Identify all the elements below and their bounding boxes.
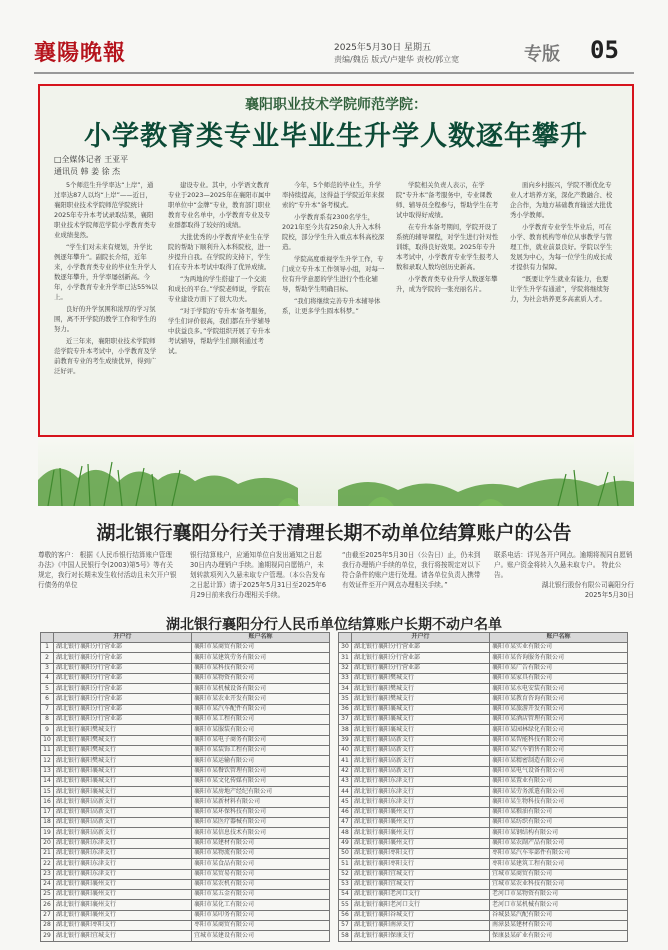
row-number: 47 (339, 818, 352, 828)
table-row (339, 663, 628, 673)
table-row (41, 818, 330, 828)
row-number: 3 (41, 663, 54, 673)
table-row (41, 921, 330, 931)
account-name-cell: 枣阳市某建筑工程有限公司 (490, 859, 628, 869)
announcement-col-4 (494, 550, 634, 600)
row-number: 7 (41, 704, 54, 714)
branch-cell: 湖北银行襄阳分行营业部 (54, 704, 192, 714)
branch-cell: 湖北银行襄阳分行营业部 (54, 653, 192, 663)
branch-cell: 湖北银行襄阳高新支行 (352, 735, 490, 745)
row-number: 32 (339, 663, 352, 673)
section-label: 专版 (524, 44, 560, 65)
account-name-cell: 宜城市某商贸有限公司 (490, 869, 628, 879)
column-header (339, 633, 352, 643)
row-number: 18 (41, 818, 54, 828)
account-name-cell: 襄阳市某科技有限公司 (192, 663, 330, 673)
branch-cell: 湖北银行襄阳东津支行 (54, 848, 192, 858)
article-column (54, 180, 158, 430)
account-name-cell: 襄阳市某工程有限公司 (192, 715, 330, 725)
row-number: 8 (41, 715, 54, 725)
branch-cell: 湖北银行襄阳高新支行 (54, 818, 192, 828)
branch-cell: 湖北银行襄阳宜城支行 (352, 869, 490, 879)
row-number: 12 (41, 756, 54, 766)
account-name-cell: 襄阳市某电子商务有限公司 (192, 735, 330, 745)
account-name-cell: 襄阳市某贸易有限公司 (192, 869, 330, 879)
branch-cell: 湖北银行襄阳襄城支行 (352, 704, 490, 714)
row-number: 54 (339, 890, 352, 900)
account-name-cell: 襄阳市某建材有限公司 (192, 838, 330, 848)
branch-cell: 湖北银行襄阳分行营业部 (54, 684, 192, 694)
row-number: 21 (41, 848, 54, 858)
table-row (41, 900, 330, 910)
row-number: 30 (339, 643, 352, 653)
account-name-cell: 宜城市某建设有限公司 (192, 931, 330, 941)
article-paragraph: 小学教育系有2300名学生，2021年至今共有250余人升入本科院校，部分学生升入重点本科高校深造。 (282, 213, 385, 251)
branch-cell: 湖北银行襄阳保康支行 (352, 931, 490, 941)
table-row (41, 694, 330, 704)
account-name-cell: 襄阳市某餐饮管理有限公司 (192, 766, 330, 776)
page-header (34, 36, 634, 70)
article-paragraph: 大批优秀的小学教育毕业生在学院的帮助下顺利升入本科院校，进一步提升自我。在学院的支持下，学生们在专升本考试中取得了优异成绩。 (168, 233, 271, 271)
account-name-cell: 襄阳市某房地产经纪有限公司 (192, 787, 330, 797)
branch-cell: 湖北银行襄阳襄城支行 (54, 776, 192, 786)
table-row (339, 828, 628, 838)
dormant-accounts-table-right (338, 632, 628, 939)
table-row (41, 859, 330, 869)
row-number: 55 (339, 900, 352, 910)
table-row (339, 787, 628, 797)
row-number: 28 (41, 921, 54, 931)
branch-cell: 湖北银行襄阳宜城支行 (54, 931, 192, 941)
branch-cell: 湖北银行襄阳分行营业部 (54, 715, 192, 725)
branch-cell: 湖北银行襄阳枣阳支行 (352, 859, 490, 869)
table-row (41, 797, 330, 807)
article-paragraph: 建设专业。其中，小学语文教育专业于2023—2025年在襄阳市属中职单位中“金牌”专业，教育部门职业教育专业名单中，小学教育专业及专业群都取得了较好的成绩。 (168, 181, 271, 229)
branch-cell: 湖北银行襄阳分行营业部 (54, 643, 192, 653)
table-row (41, 828, 330, 838)
account-name-cell: 襄阳市某农副产品有限公司 (490, 838, 628, 848)
column-header: 开户行 (352, 633, 490, 643)
account-name-cell: 襄阳市某电气设备有限公司 (490, 766, 628, 776)
branch-cell: 湖北银行襄阳东津支行 (352, 787, 490, 797)
byline-reporter: □全媒体记者 王亚平 (54, 155, 129, 164)
row-number: 1 (41, 643, 54, 653)
article-paragraph: 学院高度重视学生升学工作，专门成立专升本工作领导小组，对每一位有升学意愿的学生进行个性化辅导，帮助学生明确目标。 (282, 255, 385, 293)
row-number: 13 (41, 766, 54, 776)
account-name-cell: 枣阳市某商贸有限公司 (192, 921, 330, 931)
account-name-cell: 宜城市某农业科技有限公司 (490, 879, 628, 889)
announcement-col-3: “由截至2025年5月30日（公告日）止，仍未到我行办理销户手续的单位，我行将按规定对以下符合条件的账户进行处理。请各单位负责人携带有效证件至开户网点办理相关手续。” (342, 551, 481, 589)
account-name-cell: 襄阳市某生物科技有限公司 (490, 797, 628, 807)
table-row (339, 766, 628, 776)
account-name-cell: 襄阳市某物资有限公司 (192, 673, 330, 683)
table-row (41, 735, 330, 745)
branch-cell: 湖北银行襄阳襄城支行 (54, 766, 192, 776)
account-name-cell: 襄阳市某家具有限公司 (490, 673, 628, 683)
row-number: 2 (41, 653, 54, 663)
article-paragraph: 5个师范生升学率达“上岸”，通过率达87人以均“上岸”——近日，襄阳职业技术学院师范学院统计2025年专升本考试录取结果，襄阳职业技术学院师范学院小学教育类专业成绩斐然。 (54, 181, 157, 239)
row-number: 35 (339, 694, 352, 704)
announcement-date: 2025年5月30日 (584, 591, 634, 599)
row-number: 33 (339, 673, 352, 683)
row-number: 31 (339, 653, 352, 663)
table-row (41, 910, 330, 920)
article-column (282, 180, 386, 430)
table-row (339, 859, 628, 869)
table-row (41, 745, 330, 755)
article-paragraph: 小学教育类专业升学人数逐年攀升，成为学院的一张亮丽名片。 (396, 275, 498, 293)
row-number: 48 (339, 828, 352, 838)
column-header: 开户行 (54, 633, 192, 643)
table-row (339, 879, 628, 889)
table-row (339, 818, 628, 828)
row-number: 58 (339, 931, 352, 941)
article-body (54, 180, 620, 430)
article-kicker: 襄阳职业技术学院师范学院： (245, 97, 427, 113)
account-name-cell: 襄阳市某五金有限公司 (192, 890, 330, 900)
branch-cell: 湖北银行襄阳襄州支行 (54, 910, 192, 920)
row-number: 49 (339, 838, 352, 848)
table-row (41, 838, 330, 848)
account-name-cell: 襄阳市某粮油有限公司 (490, 807, 628, 817)
account-name-cell: 襄阳市某服装有限公司 (192, 725, 330, 735)
account-name-cell: 襄阳市某化工有限公司 (192, 900, 330, 910)
row-number: 34 (339, 684, 352, 694)
announcement-col-2: 银行结算账户，应通知单位自发出通知之日起30日内办理销户手续。逾期视同自愿销户，未划转款项列入久悬未取专户管理。（本公告发布之日起计算）请于2025年5月31日至2025年6月29日前来我行办理相关手续。 (190, 551, 327, 599)
announcement-col-1: 尊敬的客户： 根据《人民币银行结算账户管理办法》《中国人民银行令(2003)第5号》等有关规定，我行对长期未发生收付活动且未欠开户银行债务的单位 (38, 551, 177, 589)
row-number: 14 (41, 776, 54, 786)
account-name-cell: 襄阳市某园林绿化有限公司 (490, 725, 628, 735)
announcement-title: 湖北银行襄阳分行关于清理长期不动单位结算账户的公告 (96, 522, 572, 544)
branch-cell: 湖北银行襄阳襄城支行 (352, 725, 490, 735)
row-number: 36 (339, 704, 352, 714)
article-headline: 小学教育类专业毕业生升学人数逐年攀升 (84, 121, 588, 152)
branch-cell: 湖北银行襄阳樊城支行 (352, 684, 490, 694)
accounts-table (338, 632, 628, 942)
account-name-cell: 襄阳市某印务有限公司 (192, 910, 330, 920)
account-name-cell: 襄阳市某商贸有限公司 (192, 643, 330, 653)
row-number: 45 (339, 797, 352, 807)
row-number: 40 (339, 745, 352, 755)
table-row (339, 869, 628, 879)
branch-cell: 湖北银行襄阳枣阳支行 (352, 848, 490, 858)
account-name-cell: 襄阳市某智能科技有限公司 (490, 735, 628, 745)
account-name-cell: 襄阳市某食品有限公司 (192, 859, 330, 869)
table-header-row (41, 633, 330, 643)
article-paragraph: 面向乡村振兴，学院不断优化专业人才培养方案，深化产教融合、校企合作，为地方基础教育输送大批优秀小学教师。 (510, 181, 613, 219)
branch-cell: 湖北银行襄阳襄州支行 (352, 838, 490, 848)
row-number: 44 (339, 787, 352, 797)
table-row (41, 931, 330, 941)
account-name-cell: 襄阳市某农机有限公司 (192, 879, 330, 889)
account-name-cell: 南漳县某建材有限公司 (490, 921, 628, 931)
article-paragraph: “学生们对未来有规划，升学比例逐年攀升”。副院长介绍，近年来，小学教育类专业的毕业生升学人数逐年攀升，升学率屡创新高。今年，小学教育专业升学率已达55%以上。 (54, 243, 158, 301)
table-row (339, 704, 628, 714)
branch-cell: 湖北银行襄阳襄城支行 (54, 787, 192, 797)
row-number: 57 (339, 921, 352, 931)
branch-cell: 湖北银行襄阳东津支行 (352, 797, 490, 807)
branch-cell: 湖北银行襄阳襄州支行 (54, 879, 192, 889)
row-number: 11 (41, 745, 54, 755)
branch-cell: 湖北银行襄阳襄州支行 (352, 807, 490, 817)
article-column (168, 180, 272, 430)
announcement-signoff: 湖北银行股份有限公司襄阳分行 (541, 581, 634, 589)
row-number: 22 (41, 859, 54, 869)
table-row (339, 725, 628, 735)
branch-cell: 湖北银行襄阳分行营业部 (54, 663, 192, 673)
account-name-cell: 襄阳市某置业有限公司 (490, 776, 628, 786)
article-paragraph: “为两地的学生搭建了一个交流和成长的平台。”学院老师说，学院在专业建设方面下了很大功夫。 (168, 275, 271, 303)
branch-cell: 湖北银行襄阳樊城支行 (54, 725, 192, 735)
row-number: 9 (41, 725, 54, 735)
branch-cell: 湖北银行襄阳襄州支行 (54, 890, 192, 900)
account-name-cell: 襄阳市某广告有限公司 (490, 663, 628, 673)
newspaper-logo: 襄陽晚報 (34, 40, 127, 66)
announcement-body (38, 550, 634, 606)
branch-cell: 湖北银行襄阳分行营业部 (352, 663, 490, 673)
account-name-cell: 襄阳市某教育咨询有限公司 (490, 694, 628, 704)
article-paragraph: 良好的升学氛围和浓厚的学习氛围，离不开学院的教学工作和学生的努力。 (54, 305, 157, 333)
account-name-cell: 襄阳市某新材料有限公司 (192, 797, 330, 807)
table-row (41, 766, 330, 776)
branch-cell: 湖北银行襄阳宜城支行 (352, 879, 490, 889)
branch-cell: 湖北银行襄阳东津支行 (352, 776, 490, 786)
article-paragraph: 在专升本备考期间，学院开设了系统的辅导课程，对学生进行针对性训练，取得良好效果。2025年专升本考试中，小学教育专业学生报考人数和录取人数均创历史新高。 (396, 223, 499, 271)
accounts-table (40, 632, 330, 942)
row-number: 50 (339, 848, 352, 858)
announcement-closing-text: 联系电话：详见各开户网点。逾期将视同自愿销户。账户资金将转入久悬未取专户。 特此公告。 (494, 551, 633, 579)
table-row (41, 756, 330, 766)
account-name-cell: 襄阳市某水电安装有限公司 (490, 684, 628, 694)
branch-cell: 湖北银行襄阳老河口支行 (352, 890, 490, 900)
branch-cell: 湖北银行襄阳襄城支行 (352, 715, 490, 725)
row-number: 37 (339, 715, 352, 725)
table-row (41, 704, 330, 714)
dormant-accounts-table-left (40, 632, 330, 939)
account-name-cell: 襄阳市某酒店管理有限公司 (490, 715, 628, 725)
article-paragraph: “我们将继续完善专升本辅导体系，让更多学生圆本科梦。” (282, 297, 381, 315)
row-number: 41 (339, 756, 352, 766)
row-number: 17 (41, 807, 54, 817)
account-name-cell: 襄阳市某劳务派遣有限公司 (490, 787, 628, 797)
issue-date: 2025年5月30日 星期五 (334, 43, 431, 53)
table-row (339, 694, 628, 704)
row-number: 42 (339, 766, 352, 776)
article-column (510, 180, 614, 430)
branch-cell: 湖北银行襄阳高新支行 (352, 745, 490, 755)
row-number: 19 (41, 828, 54, 838)
branch-cell: 湖北银行襄阳樊城支行 (54, 735, 192, 745)
row-number: 53 (339, 879, 352, 889)
row-number: 10 (41, 735, 54, 745)
row-number: 39 (339, 735, 352, 745)
branch-cell: 湖北银行襄阳分行营业部 (352, 653, 490, 663)
table-row (41, 807, 330, 817)
byline-correspondent: 通讯员 韩 姜 徐 杰 (54, 167, 121, 176)
row-number: 5 (41, 684, 54, 694)
row-number: 26 (41, 900, 54, 910)
row-number: 52 (339, 869, 352, 879)
featured-article[interactable] (38, 84, 634, 437)
branch-cell: 湖北银行襄阳樊城支行 (54, 745, 192, 755)
table-row (41, 787, 330, 797)
account-name-cell: 襄阳市某精密制造有限公司 (490, 756, 628, 766)
branch-cell: 湖北银行襄阳襄州支行 (352, 828, 490, 838)
table-row (339, 797, 628, 807)
branch-cell: 湖北银行襄阳襄州支行 (352, 818, 490, 828)
table-row (339, 756, 628, 766)
branch-cell: 湖北银行襄阳襄州支行 (54, 900, 192, 910)
account-name-cell: 襄阳市某建筑劳务有限公司 (192, 653, 330, 663)
row-number: 43 (339, 776, 352, 786)
table-row (339, 848, 628, 858)
table-row (41, 643, 330, 653)
branch-cell: 湖北银行襄阳高新支行 (54, 807, 192, 817)
row-number: 16 (41, 797, 54, 807)
article-byline (54, 154, 128, 178)
table-row (339, 653, 628, 663)
account-name-cell: 襄阳市某物流有限公司 (192, 848, 330, 858)
row-number: 27 (41, 910, 54, 920)
row-number: 23 (41, 869, 54, 879)
account-name-cell: 襄阳市某文化传媒有限公司 (192, 776, 330, 786)
table-row (41, 673, 330, 683)
column-header (41, 633, 54, 643)
account-name-cell: 老河口市某物资有限公司 (490, 890, 628, 900)
article-paragraph: 学院相关负责人表示，在学院“专升本”备考服务中，专业课教师、辅导员全程参与，帮助学生在考试中取得好成绩。 (396, 181, 499, 219)
branch-cell: 湖北银行襄阳樊城支行 (352, 673, 490, 683)
article-column (396, 180, 500, 430)
row-number: 46 (339, 807, 352, 817)
article-paragraph: “既要让学生就业有能力，也要让学生升学有通道”，学院将继续努力，为社会培养更多高素质人才。 (510, 275, 610, 303)
account-name-cell: 襄阳市某汽车销售有限公司 (490, 745, 628, 755)
table-row (339, 910, 628, 920)
branch-cell: 湖北银行襄阳谷城支行 (352, 910, 490, 920)
article-paragraph: 小学教育专业学生毕业后，可在小学、教育机构等单位从事教学与管理工作，就业前景良好。学院以学生发展为中心，为每一位学生的成长成才提供有力保障。 (510, 223, 613, 271)
account-name-cell: 襄阳市某环保科技有限公司 (192, 807, 330, 817)
table-row (41, 879, 330, 889)
table-row (339, 776, 628, 786)
header-divider (34, 72, 634, 74)
table-row (339, 673, 628, 683)
branch-cell: 湖北银行襄阳东津支行 (54, 838, 192, 848)
account-name-cell: 襄阳市某医疗器械有限公司 (192, 818, 330, 828)
account-name-cell: 襄阳市某钢结构有限公司 (490, 828, 628, 838)
decorative-grass-banner (38, 440, 634, 506)
column-header: 账户名称 (490, 633, 628, 643)
table-row (339, 900, 628, 910)
table-row (41, 869, 330, 879)
table-row (339, 745, 628, 755)
table-header-row (339, 633, 628, 643)
row-number: 38 (339, 725, 352, 735)
branch-cell: 湖北银行襄阳高新支行 (352, 756, 490, 766)
account-name-cell: 襄阳市某纺织有限公司 (490, 818, 628, 828)
table-row (41, 653, 330, 663)
branch-cell: 湖北银行襄阳樊城支行 (54, 756, 192, 766)
branch-cell: 湖北银行襄阳东津支行 (54, 869, 192, 879)
table-row (41, 663, 330, 673)
account-name-cell: 谷城县某汽配有限公司 (490, 910, 628, 920)
branch-cell: 湖北银行襄阳分行营业部 (352, 643, 490, 653)
row-number: 56 (339, 910, 352, 920)
branch-cell: 湖北银行襄阳南漳支行 (352, 921, 490, 931)
branch-cell: 湖北银行襄阳分行营业部 (54, 673, 192, 683)
table-row (41, 725, 330, 735)
row-number: 25 (41, 890, 54, 900)
table-row (41, 848, 330, 858)
branch-cell: 湖北银行襄阳高新支行 (352, 766, 490, 776)
row-number: 51 (339, 859, 352, 869)
account-name-cell: 襄阳市某运输有限公司 (192, 756, 330, 766)
branch-cell: 湖北银行襄阳枣阳支行 (54, 921, 192, 931)
account-name-cell: 保康县某矿业有限公司 (490, 931, 628, 941)
dormant-accounts-table-title: 湖北银行襄阳分行人民币单位结算账户长期不动户名单 (166, 617, 502, 633)
row-number: 4 (41, 673, 54, 683)
branch-cell: 湖北银行襄阳分行营业部 (54, 694, 192, 704)
column-header: 账户名称 (192, 633, 330, 643)
account-name-cell: 襄阳市某咨询服务有限公司 (490, 653, 628, 663)
branch-cell: 湖北银行襄阳老河口支行 (352, 900, 490, 910)
page-number: 05 (590, 36, 619, 64)
account-name-cell: 老河口市某机械有限公司 (490, 900, 628, 910)
table-row (41, 684, 330, 694)
table-row (339, 643, 628, 653)
account-name-cell: 枣阳市某汽车零部件有限公司 (490, 848, 628, 858)
branch-cell: 湖北银行襄阳东津支行 (54, 859, 192, 869)
account-name-cell: 襄阳市某机械设备有限公司 (192, 684, 330, 694)
table-row (41, 890, 330, 900)
table-row (339, 715, 628, 725)
table-row (339, 931, 628, 941)
table-row (339, 735, 628, 745)
account-name-cell: 襄阳市某旅游开发有限公司 (490, 704, 628, 714)
row-number: 15 (41, 787, 54, 797)
row-number: 6 (41, 694, 54, 704)
account-name-cell: 襄阳市某信息技术有限公司 (192, 828, 330, 838)
row-number: 20 (41, 838, 54, 848)
table-row (339, 684, 628, 694)
article-paragraph: 今年，5个师范的毕业生，升学率持续提高，这得益于学院近年来探索的“专升本”备考模式。 (282, 181, 385, 209)
row-number: 24 (41, 879, 54, 889)
branch-cell: 湖北银行襄阳高新支行 (54, 828, 192, 838)
account-name-cell: 襄阳市某农业开发有限公司 (192, 694, 330, 704)
account-name-cell: 襄阳市某实业有限公司 (490, 643, 628, 653)
article-paragraph: 近三年来，襄阳职业技术学院师范学院专升本考试中，小学教育及学前教育专业的考生成绩优异，得到广泛好评。 (54, 337, 157, 375)
editor-credits: 责编/魏岳 版式/卢建华 责校/郭立宽 (334, 55, 460, 64)
row-number: 29 (41, 931, 54, 941)
account-name-cell: 襄阳市某装饰工程有限公司 (192, 745, 330, 755)
table-row (41, 715, 330, 725)
table-row (339, 890, 628, 900)
branch-cell: 湖北银行襄阳高新支行 (54, 797, 192, 807)
table-row (339, 921, 628, 931)
table-row (41, 776, 330, 786)
article-paragraph: “对于学院的‘专升本’备考服务，学生们评价很高，我们都在升学辅导中获益良多。”学院组织开展了专升本考试辅导，帮助学生们顺利通过考试。 (168, 307, 271, 355)
branch-cell: 湖北银行襄阳樊城支行 (352, 694, 490, 704)
table-row (339, 807, 628, 817)
table-row (339, 838, 628, 848)
account-name-cell: 襄阳市某汽车配件有限公司 (192, 704, 330, 714)
